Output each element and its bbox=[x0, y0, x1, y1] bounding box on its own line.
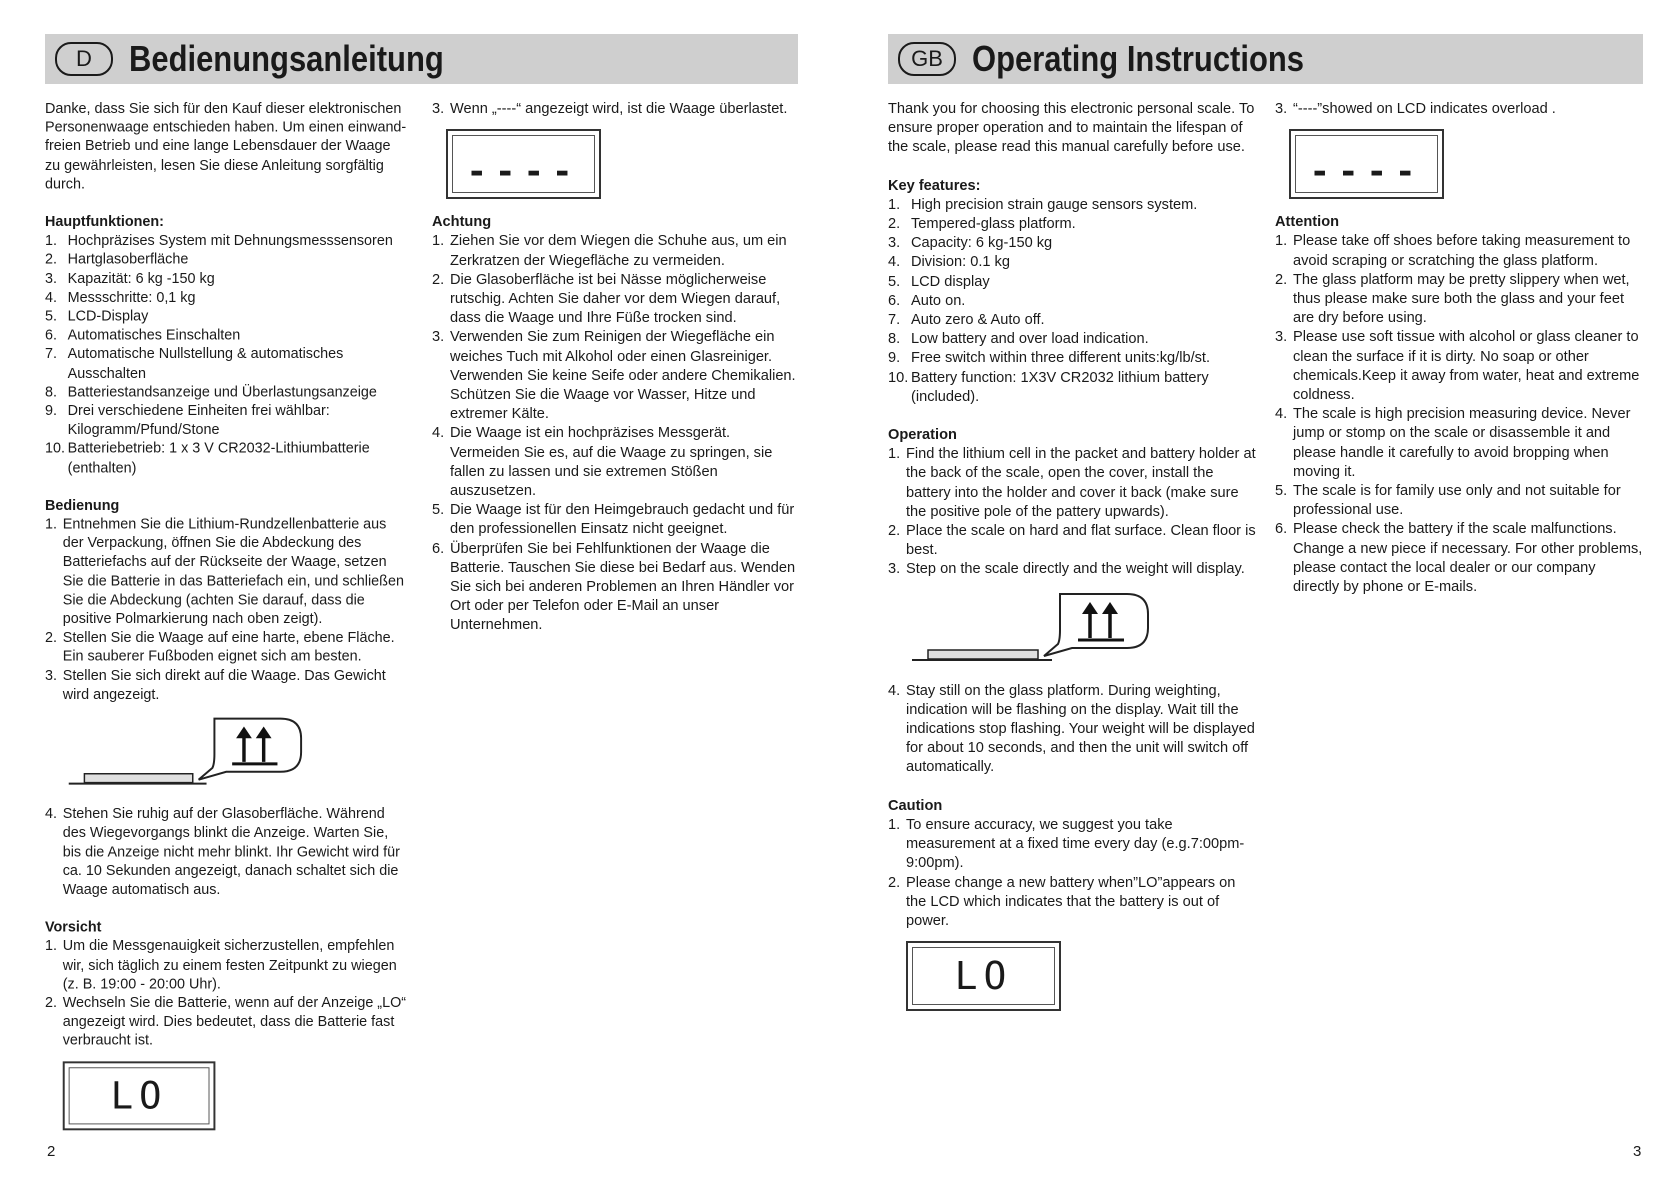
operation-list-en-cont bbox=[888, 682, 1258, 778]
features-heading-en: Key features: bbox=[888, 177, 981, 194]
page-number-left: 2 bbox=[47, 1143, 56, 1160]
lcd-overload-display bbox=[1289, 129, 1444, 199]
caution-list-en bbox=[888, 816, 1258, 931]
language-badge-en: GB bbox=[898, 42, 956, 76]
list-item: 2. Wechseln Sie die Batterie, wenn auf der Anzeige „LO“ angezeigt wird. Dies bedeutet, dass die Batterie fast verbraucht ist. bbox=[45, 995, 407, 1049]
column-de-side bbox=[432, 100, 798, 636]
list-item: 4. Messschritte: 0,1 kg bbox=[45, 289, 196, 306]
list-item: 9. Drei verschiedene Einheiten frei wählbar: Kilogramm/Pfund/Stone bbox=[45, 403, 330, 439]
list-item: 5. LCD display bbox=[888, 273, 990, 290]
list-item: 4. Stay still on the glass platform. During weighting, indication will be flashing on the display. Wait till the indications stop flashing. Your weight will be displayed for about 10 seconds, and then the unit will switch off automatically. bbox=[888, 682, 1255, 776]
lcd-lo-text: LO bbox=[954, 954, 1013, 999]
list-item: 8. Low battery and over load indication. bbox=[888, 331, 1149, 348]
list-item: 10. Battery function: 1X3V CR2032 lithium battery (included). bbox=[888, 369, 1209, 405]
intro-text-en: Thank you for choosing this electronic personal scale. To ensure proper operation and to maintain the lifespan of the scale, please read this manual carefully before use. bbox=[888, 101, 1255, 156]
list-item: 3. Stellen Sie sich direkt auf die Waage. Das Gewicht wird angezeigt. bbox=[45, 668, 386, 703]
features-list-en bbox=[888, 196, 1258, 407]
list-item: 4. Die Waage ist ein hochpräzises Messgerät. Vermeiden Sie es, auf die Waage zu springen, sie fallen zu lassen und sie extremen Stößen auszusetzen. bbox=[432, 425, 773, 500]
list-item: 2. Stellen Sie die Waage auf eine harte, ebene Fläche. Ein sauberer Fußboden eignet sich am besten. bbox=[45, 630, 395, 665]
attention-heading-de: Achtung bbox=[432, 214, 492, 231]
list-item: 2. Die Glasoberfläche ist bei Nässe möglicherweise rutschig. Achten Sie daher vor dem Wiegen darauf, dass die Waage und Ihre Füße trocken sind. bbox=[432, 271, 781, 327]
list-item: 1. Hochpräzises System mit Dehnungsmesssensoren bbox=[45, 233, 393, 249]
attention-list-en bbox=[1275, 232, 1645, 597]
lcd-low-battery-display bbox=[63, 1061, 216, 1130]
list-item: 6. Überprüfen Sie bei Fehlfunktionen der Waage die Batterie. Tauschen Sie diese bei Bedarf aus. Wenden Sie sich bei anderen Problemen an Ihren Händler vor Ort oder per Telefon oder E-Mail an unser Unternehmen. bbox=[432, 540, 796, 634]
page-title-en: Operating Instructions bbox=[972, 38, 1305, 79]
list-item: 3. Step on the scale directly and the weight will display. bbox=[888, 561, 1245, 578]
column-en-main bbox=[888, 100, 1258, 1011]
list-item: 3. “----”showed on LCD indicates overload . bbox=[1275, 101, 1556, 117]
header-de bbox=[45, 34, 798, 84]
list-item: 3. Kapazität: 6 kg -150 kg bbox=[45, 271, 215, 287]
list-item: 5. LCD-Display bbox=[45, 308, 149, 325]
list-item: 3. Verwenden Sie zum Reinigen der Wiegefläche ein weiches Tuch mit Alkohol oder einen Glasreiniger. Verwenden Sie keine Seife oder andere Chemikalien. Schützen Sie die Waage vor Wasser, Hitze und extremer Kälte. bbox=[432, 329, 796, 423]
list-item: 1. Find the lithium cell in the packet and battery holder at the back of the scale, open the cover, install the battery into the holder and cover it back (make sure the positive pole of the pattery upwards). bbox=[888, 446, 1256, 520]
page-number-right: 3 bbox=[1633, 1143, 1642, 1160]
column-en-side bbox=[1275, 100, 1645, 597]
operation-list-en bbox=[888, 445, 1258, 579]
list-item: 1. Entnehmen Sie die Lithium-Rundzellenbatterie aus der Verpackung, öffnen Sie die Abdeckung des Batteriefachs auf der Rückseite der Waage, setzen Sie die Batterie in das Batteriefach ein, und schließen Sie die Abdeckung (achten Sie darauf, dass die positive Polmarkierung nach oben zeigt). bbox=[45, 516, 404, 628]
list-item: 2. The glass platform may be pretty slippery when wet, thus please make sure both the glass and your feet are dry before using. bbox=[1275, 271, 1630, 327]
list-item: 1. To ensure accuracy, we suggest you take measurement at a fixed time every day (e.g.7:00pm-9:00pm). bbox=[888, 816, 1245, 872]
list-item: 5. The scale is for family use only and not suitable for professional use. bbox=[1275, 483, 1621, 519]
list-item: 3. Wenn „----“ angezeigt wird, ist die Waage überlastet. bbox=[432, 101, 788, 117]
list-item: 4. Division: 0.1 kg bbox=[888, 254, 1010, 271]
list-item: 8. Batteriestandsanzeige und Überlastungsanzeige bbox=[45, 384, 377, 401]
caution-list-de-cont bbox=[432, 100, 798, 119]
operation-list-de-cont bbox=[45, 805, 409, 900]
caution-list-en-cont bbox=[1275, 100, 1645, 119]
step-on-scale-illustration bbox=[912, 590, 1157, 672]
features-list-de bbox=[45, 232, 409, 478]
list-item: 2. Hartglasoberfläche bbox=[45, 252, 189, 268]
lcd-overload-text: ---- bbox=[466, 152, 581, 193]
lcd-lo-text: LO bbox=[110, 1073, 168, 1118]
intro-text-de: Danke, dass Sie sich für den Kauf dieser elektronischen Personenwaage entschieden haben. Um einen einwand-freien Betrieb und eine lange Lebensdauer der Waage zu gewährleisten, lesen Sie diese Anleitung sorgfältig durch. bbox=[45, 100, 407, 193]
header-en bbox=[888, 34, 1643, 84]
attention-list-de bbox=[432, 232, 798, 635]
list-item: 1. Um die Messgenauigkeit sicherzustellen, empfehlen wir, sich täglich zu einem festen Zeitpunkt zu wiegen (z. B. 19:00 - 20:00 Uhr). bbox=[45, 938, 397, 993]
list-item: 1. Ziehen Sie vor dem Wiegen die Schuhe aus, um ein Zerkratzen der Wiegefläche zu vermeiden. bbox=[432, 233, 787, 269]
list-item: 7. Auto zero & Auto off. bbox=[888, 312, 1045, 329]
caution-heading-de: Vorsicht bbox=[45, 919, 102, 936]
caution-list-de bbox=[45, 938, 409, 1051]
list-item: 3. Please use soft tissue with alcohol or glass cleaner to clean the surface if it is dirty. No soap or other chemicals.Keep it away from water, heat and extreme coldness. bbox=[1275, 329, 1640, 404]
list-item: 6. Automatisches Einschalten bbox=[45, 327, 241, 344]
column-de-main bbox=[45, 100, 409, 1130]
page-title-de: Bedienungsanleitung bbox=[129, 38, 444, 79]
list-item: 5. Die Waage ist für den Heimgebrauch gedacht und für den professionellen Einsatz nicht geeignet. bbox=[432, 502, 795, 538]
list-item: 3. Capacity: 6 kg-150 kg bbox=[888, 235, 1053, 252]
list-item: 9. Free switch within three different units:kg/lb/st. bbox=[888, 350, 1211, 367]
list-item: 6. Auto on. bbox=[888, 292, 966, 309]
features-heading-de: Hauptfunktionen: bbox=[45, 214, 164, 231]
caution-heading-en: Caution bbox=[888, 797, 943, 814]
lcd-overload-display bbox=[446, 129, 601, 199]
list-item: 4. The scale is high precision measuring device. Never jump or stomp on the scale or disassemble it and please handle it carefully to avoid bropping when moving it. bbox=[1275, 406, 1631, 480]
lcd-overload-text: ---- bbox=[1309, 152, 1424, 193]
list-item: 2. Please change a new battery when”LO”appears on the LCD which indicates that the battery is out of power. bbox=[888, 874, 1236, 929]
operation-heading-de: Bedienung bbox=[45, 497, 120, 514]
list-item: 1. High precision strain gauge sensors system. bbox=[888, 196, 1198, 213]
list-item: 1. Please take off shoes before taking measurement to avoid scraping or scratching the glass platform. bbox=[1275, 233, 1631, 269]
list-item: 4. Stehen Sie ruhig auf der Glasoberfläche. Während des Wiegevorgangs blinkt die Anzeige. Warten Sie, bis die Anzeige nicht mehr blinkt. Ihr Gewicht wird für ca. 10 Sekunden angezeigt, danach schaltet sich die Waage automatisch aus. bbox=[45, 806, 400, 898]
list-item: 10. Batteriebetrieb: 1 x 3 V CR2032-Lithiumbatterie (enthalten) bbox=[45, 441, 370, 476]
list-item: 7. Automatische Nullstellung & automatisches Ausschalten bbox=[45, 346, 344, 382]
operation-list-de bbox=[45, 516, 409, 705]
list-item: 2. Place the scale on hard and flat surface. Clean floor is best. bbox=[888, 523, 1256, 559]
step-on-scale-illustration bbox=[69, 715, 310, 796]
operation-heading-en: Operation bbox=[888, 427, 957, 444]
language-badge-de: D bbox=[55, 42, 113, 76]
lcd-low-battery-display bbox=[906, 941, 1061, 1011]
attention-heading-en: Attention bbox=[1275, 214, 1340, 231]
list-item: 6. Please check the battery if the scale malfunctions. Change a new piece if necessary. For other problems, please contact the local dealer or our company directly by phone or E-mails. bbox=[1275, 521, 1643, 596]
list-item: 2. Tempered-glass platform. bbox=[888, 216, 1076, 233]
